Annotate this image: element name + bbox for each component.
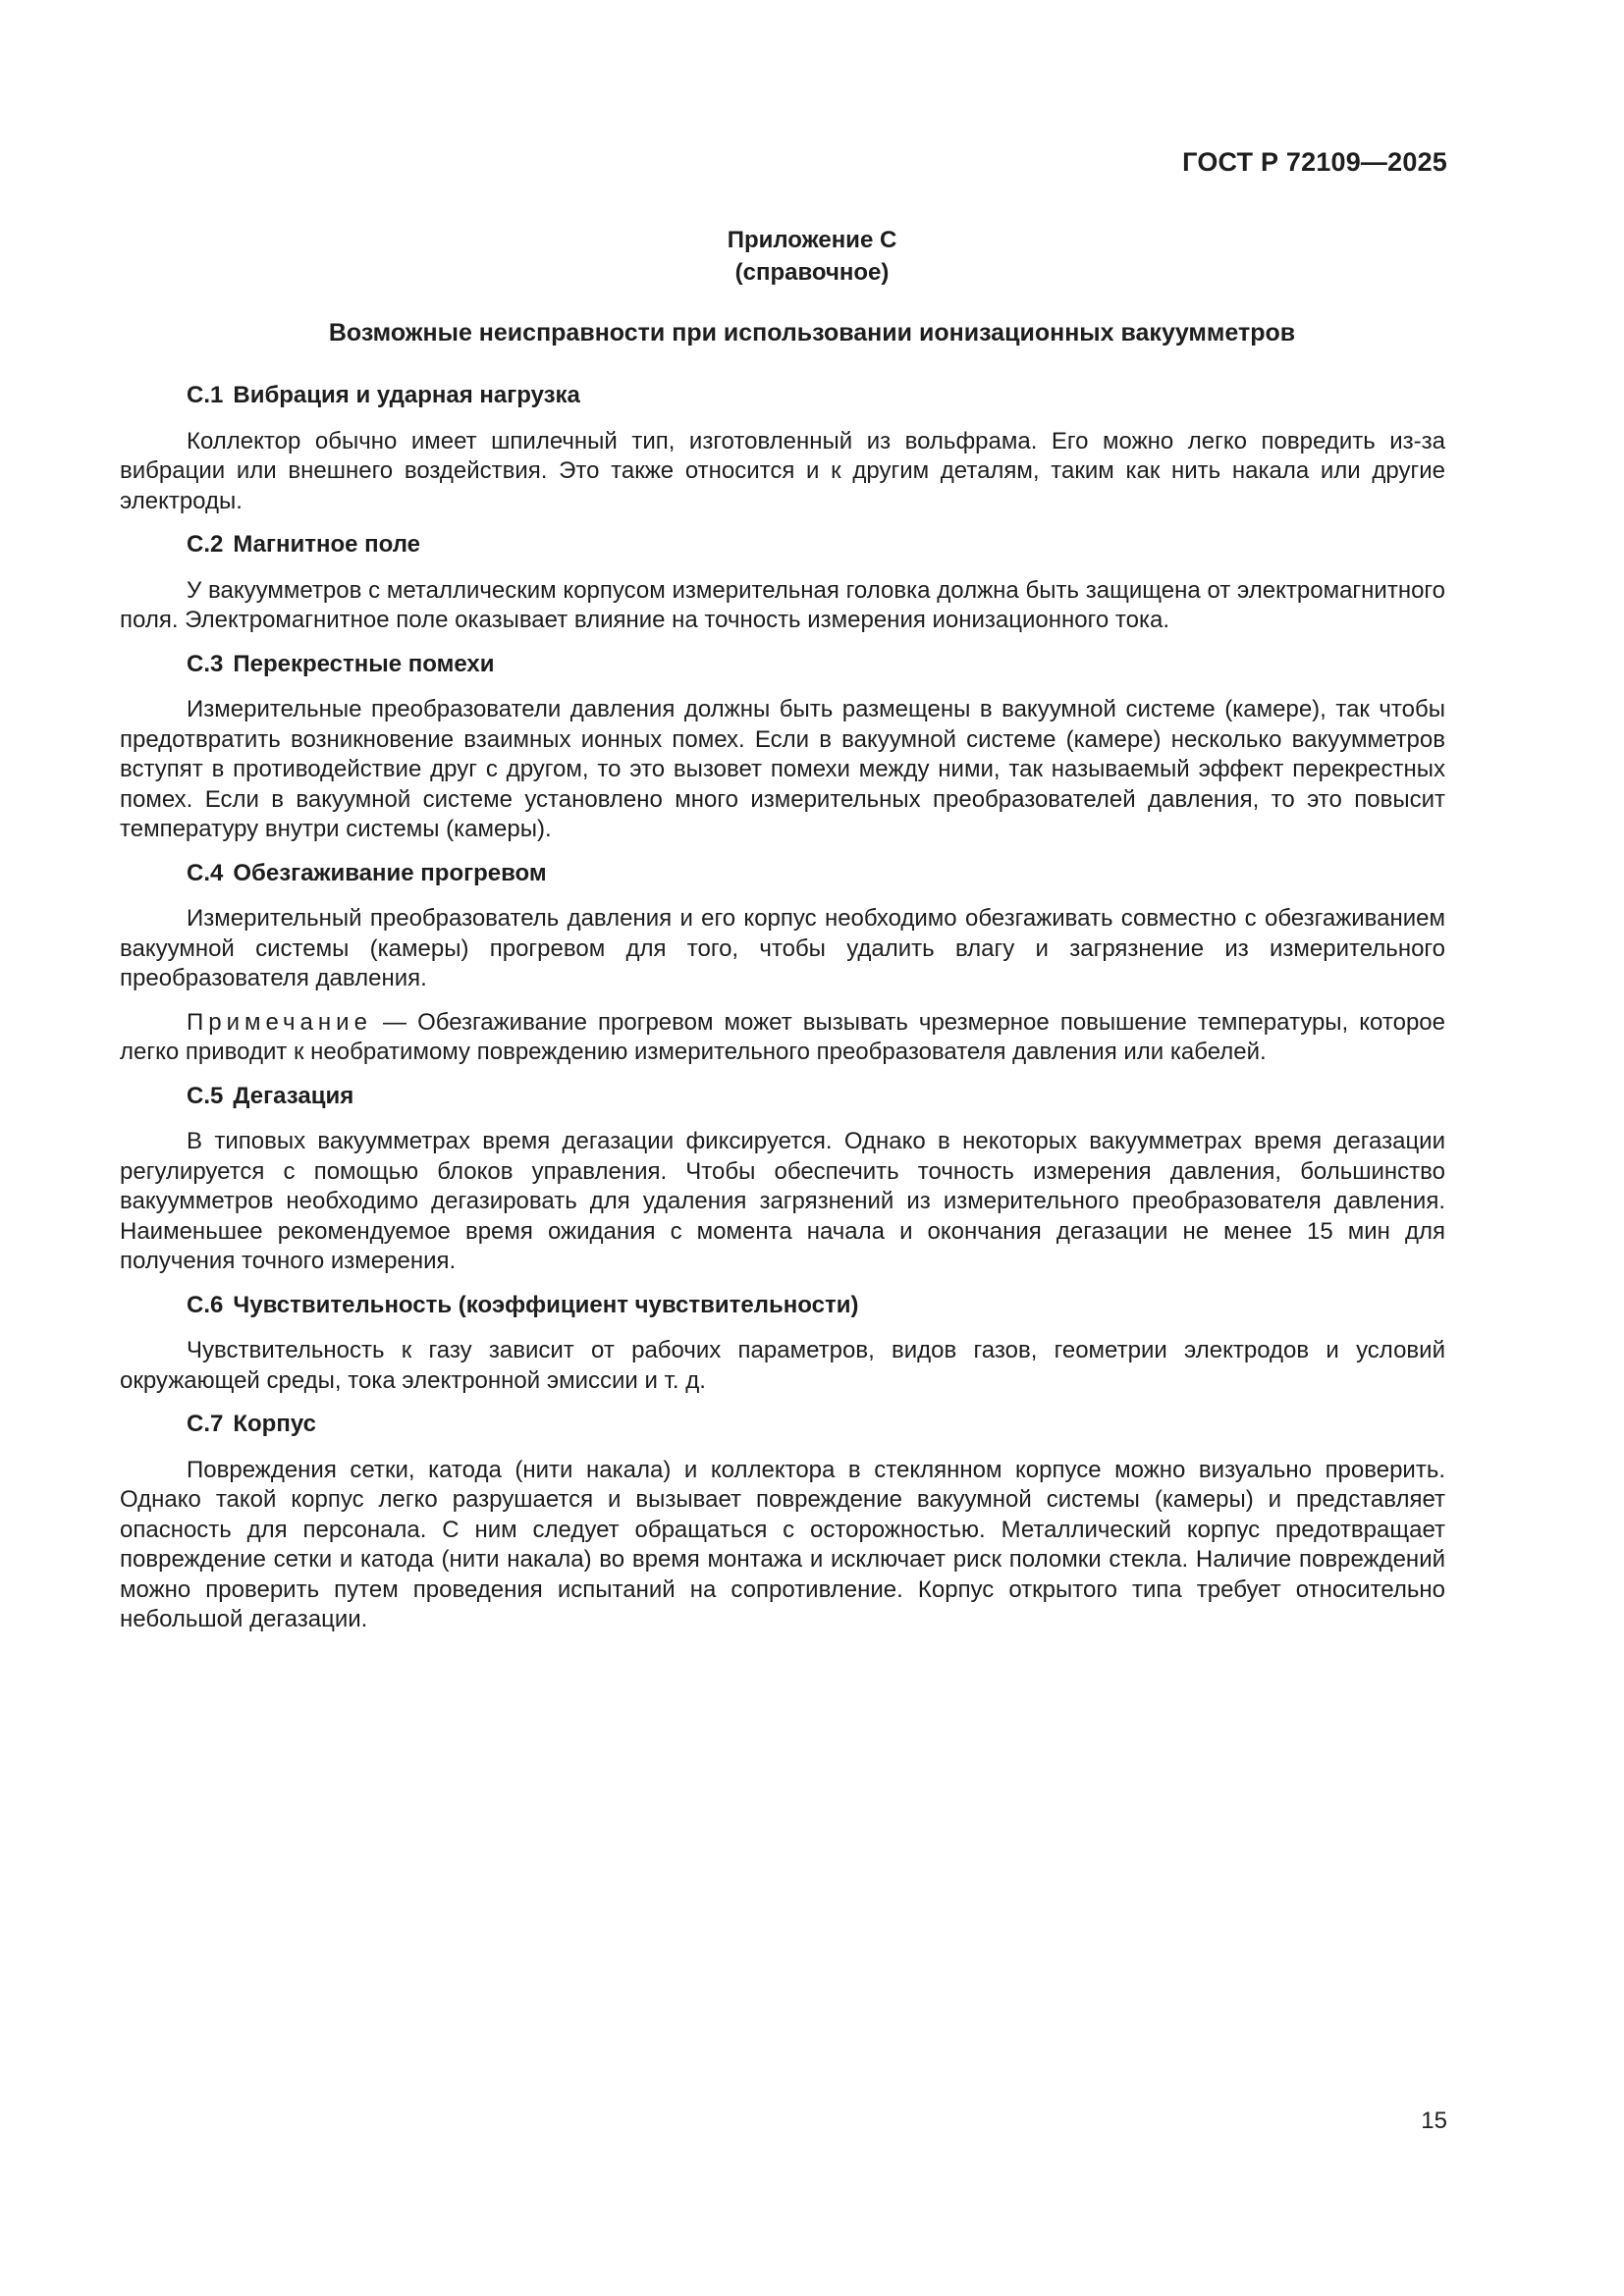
section-title: Чувствительность (коэффициент чувствительности) bbox=[233, 1291, 859, 1318]
section-title: Дегазация bbox=[233, 1082, 354, 1109]
section-c4 bbox=[120, 859, 1445, 1068]
section-heading bbox=[120, 530, 1445, 561]
section-c2 bbox=[120, 530, 1445, 636]
section-text: Коллектор обычно имеет шпилечный тип, изготовленный из вольфрама. Его можно легко повредить из-за вибрации или внешнего воздействия. Это также относится и к другим деталям, таким как нить накала или другие электроды. bbox=[120, 427, 1445, 514]
note-text: — Обезгаживание прогревом может вызывать чрезмерное повышение температуры, которое легко приводит к необратимому повреждению измерительного преобразователя давления или кабелей. bbox=[120, 1008, 1445, 1065]
section-title: Корпус bbox=[233, 1411, 316, 1437]
section-text: В типовых вакуумметрах время дегазации фиксируется. Однако в некоторых вакуумметрах время дегазации регулируется с помощью блоков управления. Чтобы обеспечить точность измерения давления, большинство вакуумметров необходимо дегазировать для удаления загрязнений из измерительного преобразователя давления. Наименьшее рекомендуемое время ожидания с момента начала и окончания дегазации не менее 15 мин для получения точного измерения. bbox=[120, 1128, 1445, 1274]
section-number: С.7 bbox=[187, 1411, 224, 1437]
section-number: С.2 bbox=[187, 531, 224, 558]
appendix-content bbox=[120, 381, 1445, 1649]
section-heading bbox=[120, 1291, 1445, 1321]
section-text: Повреждения сетки, катода (нити накала) и коллектора в стеклянном корпусе можно визуально проверить. Однако такой корпус легко разрушается и вызывает повреждение вакуумной системы (камеры) и представляет опасность для персонала. С ним следует обращаться с осторожностью. Металлический корпус предотвращает повреждение сетки и катода (нити накала) во время монтажа и исключает риск поломки стекла. Наличие повреждений можно проверить путем проведения испытаний на сопротивление. Корпус открытого типа требует относительно небольшой дегазации. bbox=[120, 1456, 1445, 1632]
note-label: Примечание bbox=[187, 1008, 372, 1036]
section-number: С.5 bbox=[187, 1082, 224, 1109]
section-title: Обезгаживание прогревом bbox=[233, 859, 547, 886]
section-text: Чувствительность к газу зависит от рабочих параметров, видов газов, геометрии электродов и условий окружающей среды, тока электронной эмиссии и т. д. bbox=[120, 1337, 1445, 1394]
section-title: Вибрация и ударная нагрузка bbox=[233, 382, 580, 408]
appendix-type: (справочное) bbox=[734, 259, 890, 286]
section-heading bbox=[120, 1410, 1445, 1440]
section-c5 bbox=[120, 1082, 1445, 1277]
page-number: 15 bbox=[1421, 2108, 1447, 2134]
section-text: Измерительный преобразователь давления и его корпус необходимо обезгаживать совместно с обезгаживанием вакуумной системы (камеры) прогревом для того, чтобы удалить влагу и загрязнение из измерительного преобразователя давления. bbox=[120, 905, 1445, 991]
section-number: С.6 bbox=[187, 1291, 224, 1318]
section-c6 bbox=[120, 1291, 1445, 1397]
document-code: ГОСТ Р 72109—2025 bbox=[1182, 147, 1447, 177]
appendix-title: Возможные неисправности при использовании ионизационных вакуумметров bbox=[328, 319, 1296, 347]
section-c7 bbox=[120, 1410, 1445, 1635]
section-title: Перекрестные помехи bbox=[233, 650, 495, 677]
section-note bbox=[120, 1008, 1445, 1068]
section-c1 bbox=[120, 381, 1445, 516]
section-heading bbox=[120, 859, 1445, 889]
section-heading bbox=[120, 381, 1445, 411]
section-number: С.4 bbox=[187, 859, 224, 886]
appendix-heading bbox=[0, 224, 1624, 289]
section-number: С.3 bbox=[187, 650, 224, 677]
section-heading bbox=[120, 650, 1445, 680]
section-title: Магнитное поле bbox=[233, 531, 420, 558]
appendix-label: Приложение С bbox=[727, 227, 897, 253]
section-text: У вакуумметров с металлическим корпусом измерительная головка должна быть защищена от электромагнитного поля. Электромагнитное поле оказывает влияние на точность измерения ионизационного тока. bbox=[120, 576, 1445, 633]
section-heading bbox=[120, 1082, 1445, 1112]
section-c3 bbox=[120, 650, 1445, 845]
section-number: С.1 bbox=[187, 382, 224, 408]
section-text: Измерительные преобразователи давления должны быть размещены в вакуумной системе (камере), так чтобы предотвратить возникновение взаимных ионных помех. Если в вакуумной системе (камере) несколько вакуумметров вступят в противодействие друг с другом, то это вызовет помехи между ними, так называемый эффект перекрестных помех. Если в вакуумной системе установлено много измерительных преобразователей давления, то это повысит температуру внутри системы (камеры). bbox=[120, 696, 1445, 842]
